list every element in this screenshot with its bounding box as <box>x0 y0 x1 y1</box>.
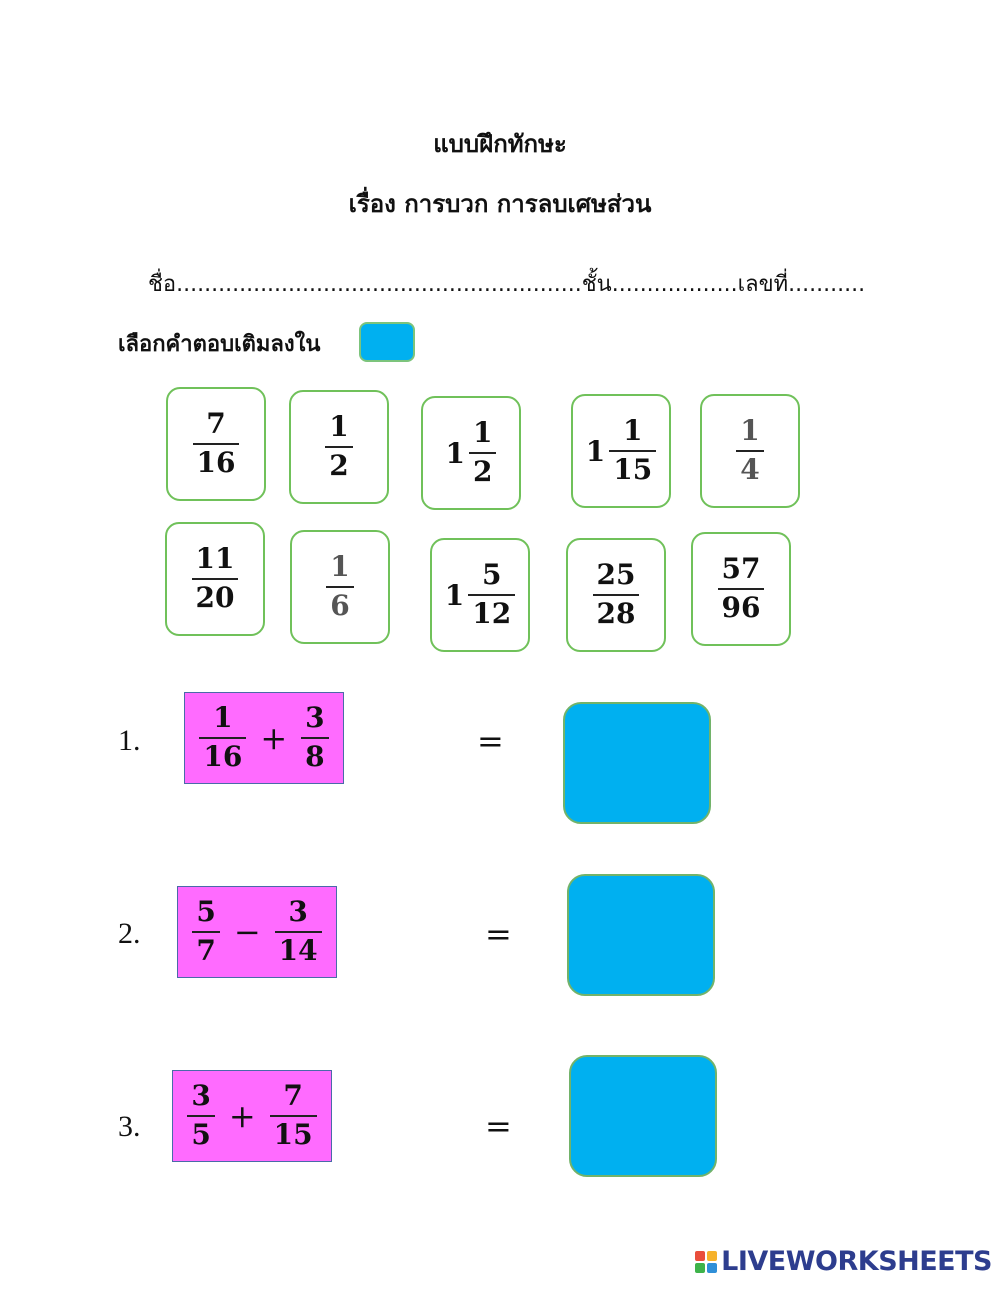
fraction: $\frac{1}{2}$ <box>325 412 352 482</box>
liveworksheets-logo <box>695 1246 992 1277</box>
question-number: 3. <box>118 1110 141 1143</box>
fraction: $\frac{25}{28}$ <box>593 560 640 630</box>
equals-sign: = <box>485 915 512 953</box>
fraction: $\frac{3}{5}$ <box>187 1081 214 1151</box>
question-expression <box>184 692 344 784</box>
mixed-number: 1 $\frac{5}{12}$ <box>445 560 515 630</box>
choice-card[interactable] <box>700 394 800 508</box>
fraction: $\frac{11}{20}$ <box>192 544 239 614</box>
student-info-line: ชื่อ..........................................................ชั้น..................เลขที่........... <box>148 272 866 297</box>
choice-card[interactable] <box>421 396 521 510</box>
answer-drop-box[interactable] <box>569 1055 717 1177</box>
fraction: $\frac{1}{6}$ <box>326 552 353 622</box>
choice-card[interactable] <box>691 532 791 646</box>
equals-sign: = <box>485 1107 512 1145</box>
question-expression <box>177 886 337 978</box>
fraction: $\frac{1}{16}$ <box>199 703 246 773</box>
fraction: $\frac{3}{14}$ <box>275 897 322 967</box>
operator: + <box>228 1097 256 1135</box>
answer-box-swatch <box>359 322 415 362</box>
question-expression <box>172 1070 332 1162</box>
fraction: $\frac{3}{8}$ <box>301 703 328 773</box>
choice-card[interactable] <box>166 387 266 501</box>
answer-drop-box[interactable] <box>567 874 715 996</box>
fraction: $\frac{1}{4}$ <box>736 416 763 486</box>
question-number: 2. <box>118 917 141 950</box>
answer-drop-box[interactable] <box>563 702 711 824</box>
choice-card[interactable] <box>165 522 265 636</box>
worksheet-title: แบบฝึกทักษะ <box>433 130 567 158</box>
mixed-number: 1 $\frac{1}{2}$ <box>446 418 497 488</box>
fraction: $\frac{7}{15}$ <box>270 1081 317 1151</box>
brand-name: LIVEWORKSHEETS <box>721 1246 992 1277</box>
equals-sign: = <box>477 722 504 760</box>
choice-card[interactable] <box>290 530 390 644</box>
fraction: $\frac{5}{7}$ <box>192 897 219 967</box>
choice-card[interactable] <box>289 390 389 504</box>
worksheet-subtitle: เรื่อง การบวก การลบเศษส่วน <box>348 190 652 218</box>
choice-card[interactable] <box>566 538 666 652</box>
operator: − <box>233 913 261 951</box>
fraction: $\frac{57}{96}$ <box>718 554 765 624</box>
instruction-text: เลือกคำตอบเติมลงใน <box>118 332 321 357</box>
mixed-number: 1 $\frac{1}{15}$ <box>586 416 656 486</box>
choice-card[interactable] <box>430 538 530 652</box>
operator: + <box>260 719 288 757</box>
question-number: 1. <box>118 724 141 757</box>
choice-card[interactable] <box>571 394 671 508</box>
fraction: $\frac{7}{16}$ <box>193 409 240 479</box>
logo-icon <box>695 1251 717 1273</box>
